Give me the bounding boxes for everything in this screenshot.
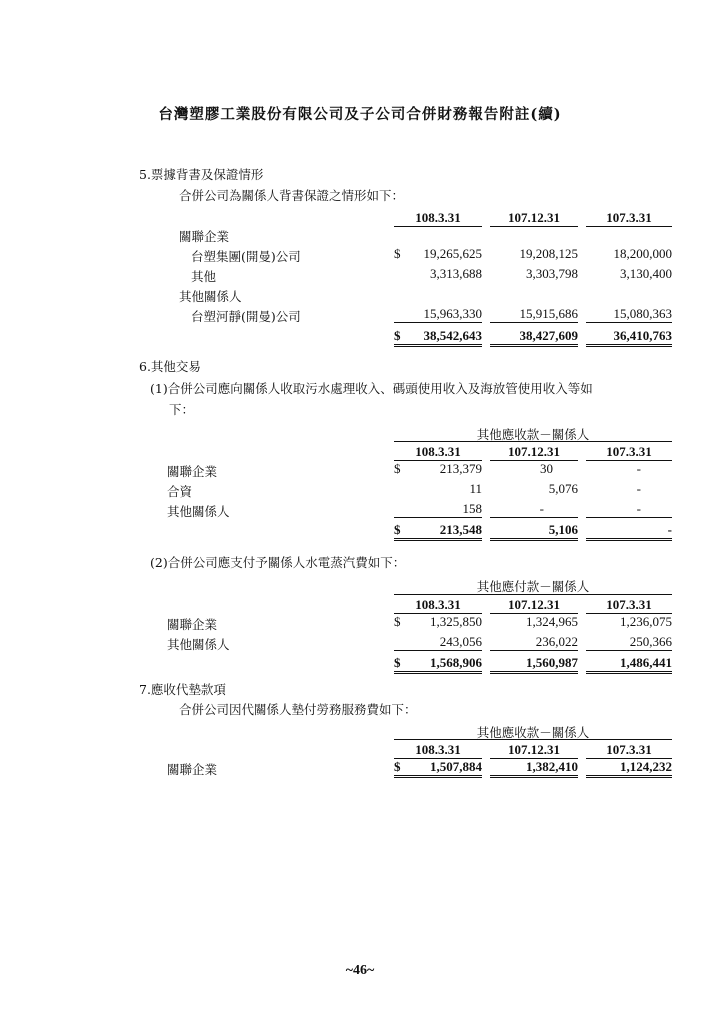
divider bbox=[586, 517, 672, 518]
t1-cell: 30 bbox=[540, 461, 553, 476]
s5-total: 38,427,609 bbox=[490, 328, 578, 347]
t2-row-label: 其他關係人 bbox=[167, 637, 230, 652]
section-6-para1: (1)合併公司應向關係人收取污水處理收入、碼頭使用收入及海放管使用收入等如 bbox=[150, 381, 593, 396]
currency-symbol: $ bbox=[394, 246, 401, 261]
t2-cell: 1,325,850 bbox=[430, 614, 482, 629]
t2-col-header: 107.12.31 bbox=[490, 597, 578, 614]
t2-total: 1,486,441 bbox=[586, 655, 672, 674]
section-6-para1-cont: 下： bbox=[169, 402, 195, 417]
t1-cell: 213,379 bbox=[439, 461, 482, 476]
t3-cell: 1,382,410 bbox=[490, 759, 578, 778]
section-5-heading: 5.票據背書及保證情形 bbox=[139, 167, 264, 182]
t1-cell: - bbox=[636, 501, 641, 516]
t1-group-header: 其他應收款－關係人 bbox=[476, 427, 590, 442]
currency-symbol: $ bbox=[394, 461, 401, 476]
t3-row-label: 關聯企業 bbox=[167, 762, 218, 777]
t2-total: 1,560,987 bbox=[490, 655, 578, 674]
s5-row-label: 台塑集團(開曼)公司 bbox=[191, 249, 301, 264]
t1-cell: - bbox=[636, 481, 641, 496]
t3-col-header: 107.12.31 bbox=[490, 742, 578, 759]
s5-cell: 3,313,688 bbox=[430, 266, 482, 281]
t1-row-label: 其他關係人 bbox=[167, 504, 230, 519]
s5-cell: 18,200,000 bbox=[613, 246, 672, 261]
t1-col-header: 108.3.31 bbox=[394, 444, 482, 461]
divider bbox=[490, 517, 578, 518]
t2-cell: 1,324,965 bbox=[526, 614, 578, 629]
s5-total: 38,542,643 bbox=[394, 328, 482, 347]
t1-total: 213,548 bbox=[394, 522, 482, 541]
divider bbox=[394, 594, 672, 595]
page-title: 台灣塑膠工業股份有限公司及子公司合併財務報告附註(續) bbox=[158, 106, 562, 123]
divider bbox=[394, 517, 482, 518]
s5-row-label: 其他 bbox=[191, 269, 217, 284]
t2-col-header: 108.3.31 bbox=[394, 597, 482, 614]
s5-group-label: 關聯企業 bbox=[179, 229, 230, 244]
section-6-para2: (2)合併公司應支付予關係人水電蒸汽費如下： bbox=[150, 555, 406, 570]
s5-total: 36,410,763 bbox=[586, 328, 672, 347]
t1-row-label: 關聯企業 bbox=[167, 464, 218, 479]
t1-cell: - bbox=[636, 461, 641, 476]
t2-col-header: 107.3.31 bbox=[586, 597, 672, 614]
t1-cell: - bbox=[539, 501, 544, 516]
t3-group-header: 其他應收款－關係人 bbox=[476, 725, 590, 740]
s5-group-label: 其他關係人 bbox=[179, 289, 242, 304]
s5-cell: 19,208,125 bbox=[519, 246, 578, 261]
s5-col-header: 107.12.31 bbox=[490, 210, 578, 227]
s5-row-label: 台塑河靜(開曼)公司 bbox=[191, 309, 301, 324]
t2-cell: 236,022 bbox=[490, 634, 578, 651]
page-number: ~46~ bbox=[345, 963, 375, 978]
t1-col-header: 107.12.31 bbox=[490, 444, 578, 461]
t2-row-label: 關聯企業 bbox=[167, 617, 218, 632]
currency-symbol: $ bbox=[394, 655, 401, 670]
section-5-intro: 合併公司為關係人背書保證之情形如下： bbox=[179, 188, 405, 203]
t1-total: 5,106 bbox=[490, 522, 578, 541]
t3-cell: 1,507,884 bbox=[394, 759, 482, 778]
divider bbox=[394, 739, 672, 740]
s5-col-header: 107.3.31 bbox=[586, 210, 672, 227]
t2-cell: 1,236,075 bbox=[620, 614, 672, 629]
s5-cell: 19,265,625 bbox=[423, 246, 482, 261]
section-7-heading: 7.應收代墊款項 bbox=[139, 682, 226, 697]
t1-col-header: 107.3.31 bbox=[586, 444, 672, 461]
section-6-heading: 6.其他交易 bbox=[139, 359, 201, 374]
t1-total: - bbox=[586, 522, 672, 541]
s5-col-header: 108.3.31 bbox=[394, 210, 482, 227]
currency-symbol: $ bbox=[394, 759, 401, 774]
t3-col-header: 107.3.31 bbox=[586, 742, 672, 759]
t2-total: 1,568,906 bbox=[394, 655, 482, 674]
t2-group-header: 其他應付款－關係人 bbox=[476, 579, 590, 594]
t1-row-label: 合資 bbox=[167, 484, 193, 499]
t3-col-header: 108.3.31 bbox=[394, 742, 482, 759]
divider bbox=[394, 441, 672, 442]
t2-cell: 243,056 bbox=[394, 634, 482, 651]
s5-cell: 3,303,798 bbox=[526, 266, 578, 281]
currency-symbol: $ bbox=[394, 614, 401, 629]
currency-symbol: $ bbox=[394, 328, 401, 343]
s5-cell: 15,963,330 bbox=[394, 306, 482, 323]
s5-cell: 3,130,400 bbox=[620, 266, 672, 281]
t1-cell: 158 bbox=[462, 501, 482, 516]
s5-cell: 15,080,363 bbox=[586, 306, 672, 323]
t3-cell: 1,124,232 bbox=[586, 759, 672, 778]
section-7-intro: 合併公司因代關係人墊付勞務服務費如下： bbox=[179, 702, 417, 717]
t1-cell: 11 bbox=[469, 481, 482, 496]
currency-symbol: $ bbox=[394, 522, 401, 537]
t2-cell: 250,366 bbox=[586, 634, 672, 651]
t1-cell: 5,076 bbox=[548, 481, 578, 496]
s5-cell: 15,915,686 bbox=[490, 306, 578, 323]
